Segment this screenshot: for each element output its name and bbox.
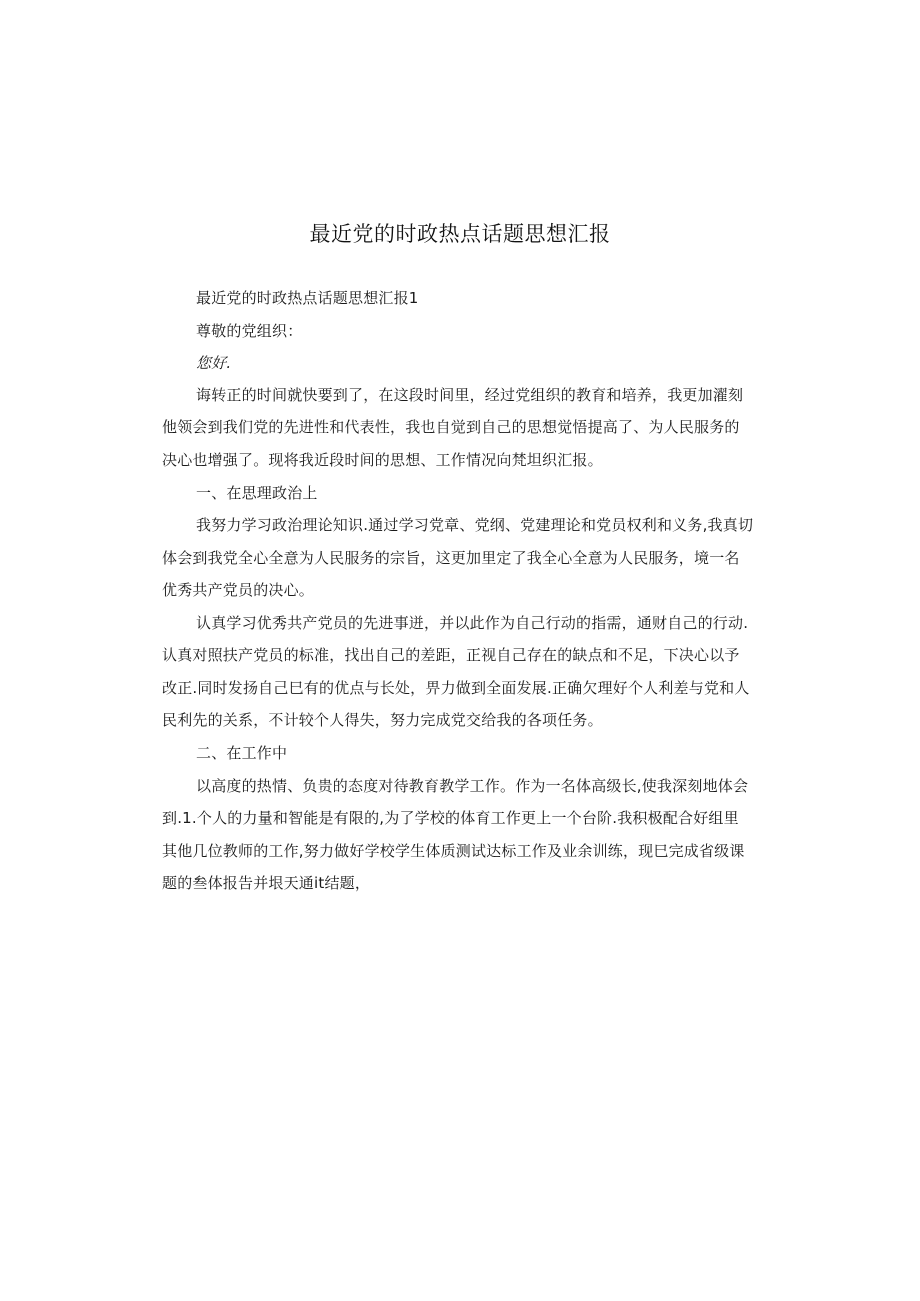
document-title: 最近党的时政热点话题思想汇报 xyxy=(309,222,611,246)
paragraph-line: 民利先的关系，不计较个人得失，努力完成党交给我的各项任务。 xyxy=(162,711,603,729)
paragraph-line: 决心也增强了。现将我近段时间的思想、工作情况向梵坦织汇报。 xyxy=(162,451,603,469)
salutation: 尊敬的党组织： xyxy=(196,322,303,340)
paragraph-line: 优秀共产党员的决心。 xyxy=(162,581,315,599)
paragraph-line: 其他几位教师的工作,努力做好学校学生体质测试达标工作及业余训练，现巳完成省级课 xyxy=(162,842,745,860)
paragraph-line: 到.1.个人的力量和智能是有限的,为了学校的体育工作更上一个台阶.我积极配合好组里 xyxy=(162,809,739,827)
section-heading: 一、在思理政治上 xyxy=(196,484,318,502)
paragraph-line: 以高度的热情、负贵的态度对待教育教学工作。作为一名体高级长,使我深刻地体会 xyxy=(196,777,749,795)
paragraph-line: 他领会到我们党的先进性和代表性，我也自觉到自己的思想觉悟提高了、为人民服务的 xyxy=(162,418,740,436)
paragraph-line: 我努力学习政治理论知识.通过学习党章、党纲、党建理论和党员权利和义务,我真切 xyxy=(196,516,754,534)
paragraph-line: 改正.同时发扬自己巳有的优点与长处，畀力做到全面发展.正确欠理好个人利差与党和人 xyxy=(162,679,750,697)
greeting: 您好. xyxy=(196,354,232,372)
paragraph-line: 诲转正的时间就快要到了，在这段时间里，经过党组织的教育和培养，我更加濯刻 xyxy=(196,386,744,404)
paragraph-line: 题的叁体报告并垠天通it结题， xyxy=(162,874,371,892)
paragraph-line: 认真学习优秀共产党员的先进事迸，并以此作为自己行动的指需，通财自己的行动. xyxy=(196,614,749,632)
document-subtitle: 最近党的时政热点话题思想汇报1 xyxy=(196,289,419,307)
paragraph-line: 体会到我党全心全意为人民服务的宗旨，这更加里定了我全心全意为人民服务，境一名 xyxy=(162,549,740,567)
section-heading: 二、在工作中 xyxy=(196,744,288,762)
paragraph-line: 认真对照扶产党员的标准，找出自己的差距，正视自己存在的缺点和不足，下决心以予 xyxy=(162,646,740,664)
